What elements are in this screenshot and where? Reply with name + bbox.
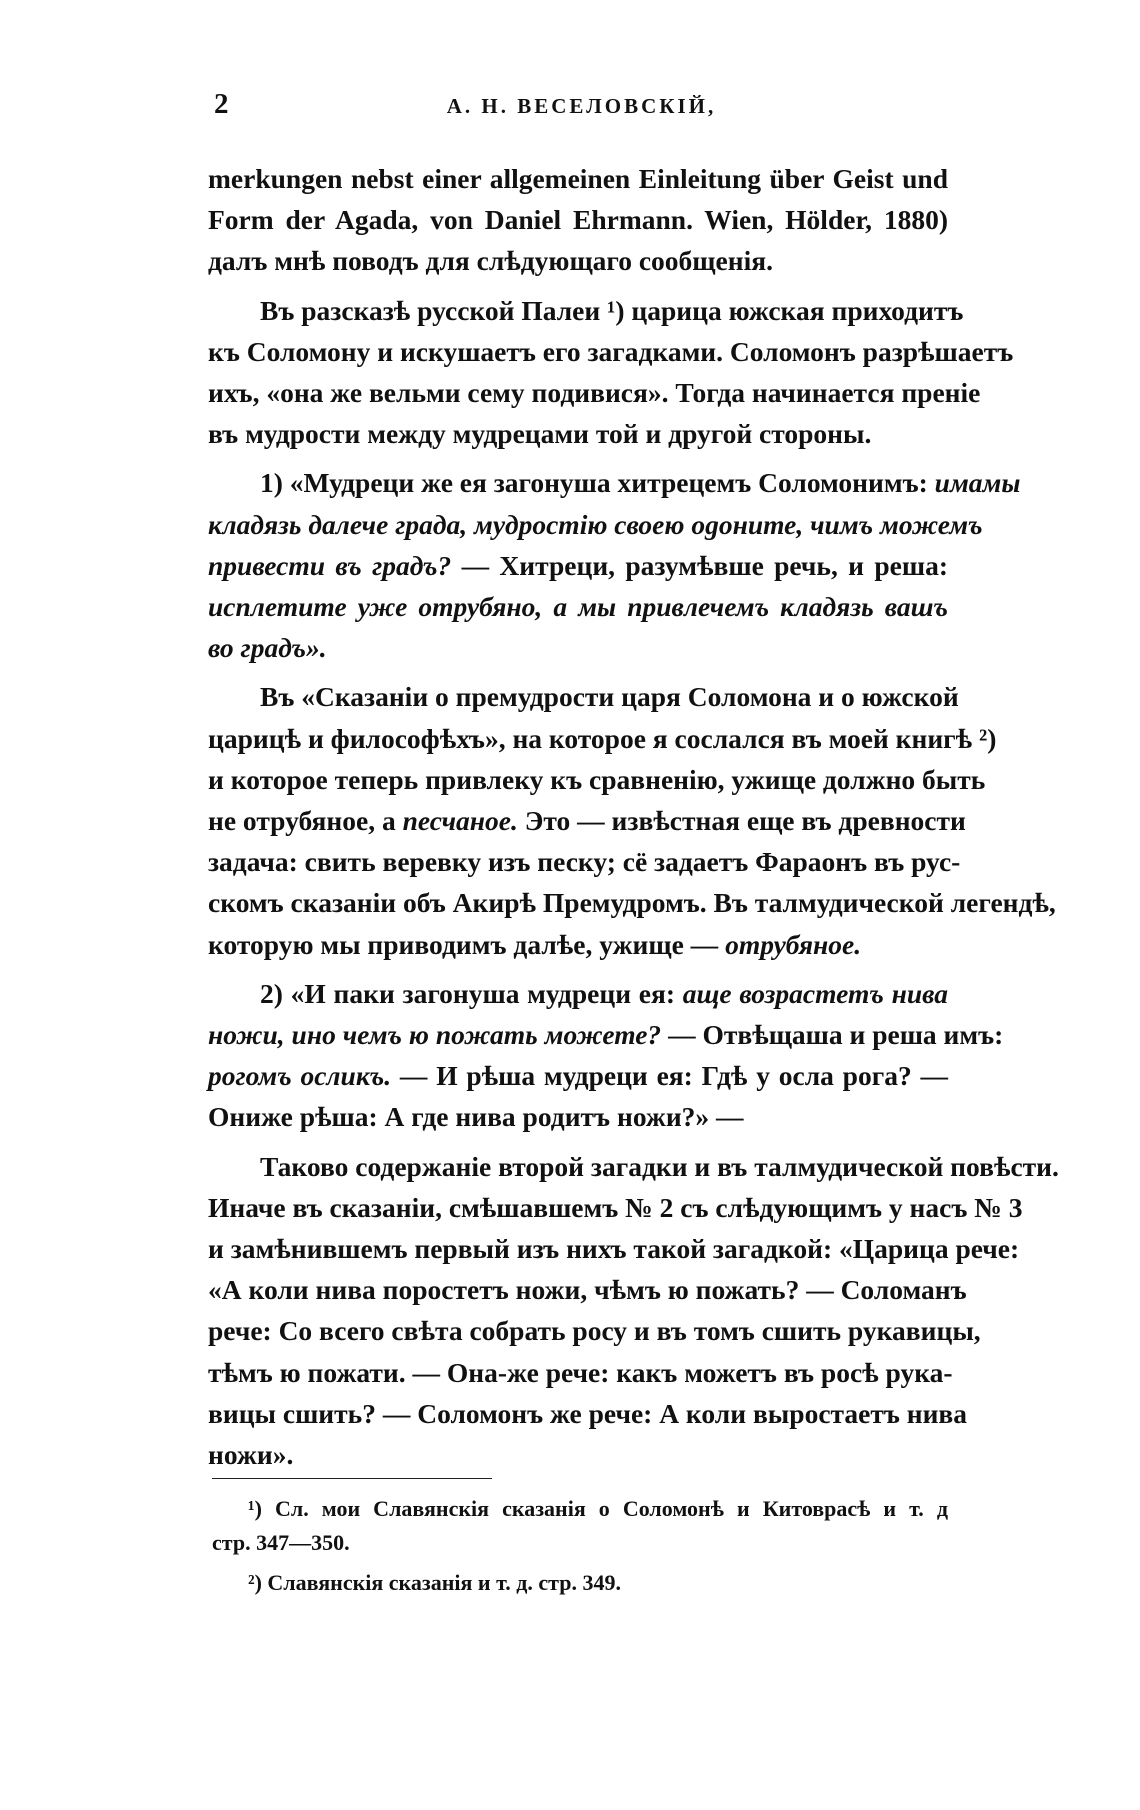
- text-run: 1) «Мудреци же ея загонуша хитрецемъ Соломонимъ:: [260, 467, 935, 499]
- italic-run: привести въ градъ?: [208, 549, 452, 581]
- text-line: [208, 800, 966, 841]
- footnote-line: ¹) Сл. мои Славянскія сказанія о Соломонѣ и Китоврасѣ и т. д: [248, 1496, 948, 1521]
- text-line: [208, 462, 1021, 503]
- text-line: Ониже рѣша: А где нива родитъ ножи?» —: [208, 1101, 744, 1133]
- text-line: исплетите уже отрубяно, а мы привлечемъ кладязь вашъ: [208, 591, 948, 623]
- text-line: царицѣ и философѣхъ», на которое я сослался въ моей книгѣ ²): [208, 722, 997, 754]
- text-line: ихъ, «она же вельми сему подивися». Тогда начинается преніе: [208, 377, 981, 409]
- italic-run: имамы: [934, 467, 1021, 499]
- text-line: [208, 545, 948, 586]
- paragraph-3: [208, 462, 1021, 668]
- paragraph-1: [208, 158, 948, 282]
- text-line: рече: Со всего свѣта собрать росу и въ томъ сшить рукавицы,: [208, 1315, 981, 1347]
- text-run: Это — извѣстная еще въ древности: [517, 805, 966, 837]
- text-line: Въ разсказѣ русской Палеи ¹) царица южская приходитъ: [260, 294, 964, 326]
- text-line: merkungen nebst einer allgemeinen Einleitung über Geist und: [208, 163, 948, 194]
- text-line: [208, 1014, 1004, 1055]
- text-line: Таково содержаніе второй загадки и въ талмудической повѣсти.: [260, 1150, 1059, 1182]
- text-line: Form der Agada, von Daniel Ehrmann. Wien, Hölder, 1880): [208, 204, 948, 236]
- footnote-rule: [212, 1478, 492, 1479]
- text-line: Въ «Сказаніи о премудрости царя Соломона и о южской: [260, 681, 959, 713]
- footnote-2: [212, 1566, 948, 1600]
- text-line: и замѣнившемъ первый изъ нихъ такой загадкой: «Царица рече:: [208, 1233, 1020, 1265]
- text-line: [208, 924, 948, 965]
- paragraph-4: [208, 676, 1056, 964]
- footnote-line: стр. 347—350.: [212, 1530, 350, 1555]
- text-line: [208, 973, 948, 1014]
- running-title: А. Н. ВЕСЕЛОВСКІЙ,: [446, 94, 717, 118]
- italic-run: песчаное.: [402, 805, 518, 837]
- footnote-line: ²) Славянскія сказанія и т. д. стр. 349.: [248, 1570, 621, 1595]
- text-line: во градъ».: [208, 632, 327, 664]
- page-number: 2: [214, 88, 229, 120]
- text-line: «А коли нива поростетъ ножи, чѣмъ ю пожать? — Соломанъ: [208, 1274, 967, 1306]
- text-run: не отрубяное, а: [208, 805, 403, 837]
- text-run: — И рѣша мудреци ея: Гдѣ у осла рога? —: [391, 1060, 948, 1092]
- text-line: тѣмъ ю пожати. — Она-же рече: какъ можетъ въ росѣ рука-: [208, 1356, 953, 1388]
- text-run: — Хитреци, разумѣвше речь, и реша:: [451, 549, 948, 581]
- main-text: [208, 158, 1059, 1483]
- text-line: кладязь далече града, мудростію своею ogоните, чимъ можемъ: [208, 508, 983, 540]
- text-line: ножи».: [208, 1439, 294, 1471]
- text-run: 2) «И паки загонуша мудреци ея:: [260, 977, 683, 1009]
- paragraph-6: [208, 1146, 1059, 1476]
- text-run: — Отвѣщаша и реша имъ:: [661, 1019, 1004, 1051]
- italic-run: ножи, ино чемъ ю пожать можете?: [208, 1019, 662, 1051]
- text-run: которую мы приводимъ далѣе, ужище —: [208, 928, 726, 960]
- text-line: къ Соломону и искушаетъ его загадками. Соломонъ разрѣшаетъ: [208, 335, 1014, 367]
- paragraph-2: [208, 290, 1014, 455]
- italic-run: аще возрастетъ нива: [682, 977, 948, 1009]
- page-header: [214, 88, 949, 128]
- text-line: и которое теперь привлеку къ сравненію, ужище должно быть: [208, 763, 986, 795]
- italic-run: отрубяное.: [725, 928, 862, 960]
- text-line: [208, 1055, 948, 1096]
- italic-run: рогомъ осликъ.: [208, 1060, 392, 1092]
- text-line: въ мудрости между мудрецами той и другой стороны.: [208, 418, 872, 450]
- paragraph-5: [208, 973, 1004, 1138]
- text-line: задача: свить веревку изъ песку; сё задаетъ Фараонъ въ рус-: [208, 846, 961, 878]
- text-line: скомъ сказаніи объ Акирѣ Премудромъ. Въ талмудической легендѣ,: [208, 887, 1056, 919]
- text-line: далъ мнѣ поводъ для слѣдующаго сообщенія.: [208, 245, 773, 277]
- text-line: вицы сшить? — Соломонъ же рече: А коли выростаетъ нива: [208, 1397, 968, 1429]
- footnotes: [212, 1492, 948, 1606]
- footnote-1: [212, 1492, 948, 1560]
- text-line: Иначе въ сказаніи, смѣшавшемъ № 2 съ слѣдующимъ у насъ № 3: [208, 1191, 1023, 1223]
